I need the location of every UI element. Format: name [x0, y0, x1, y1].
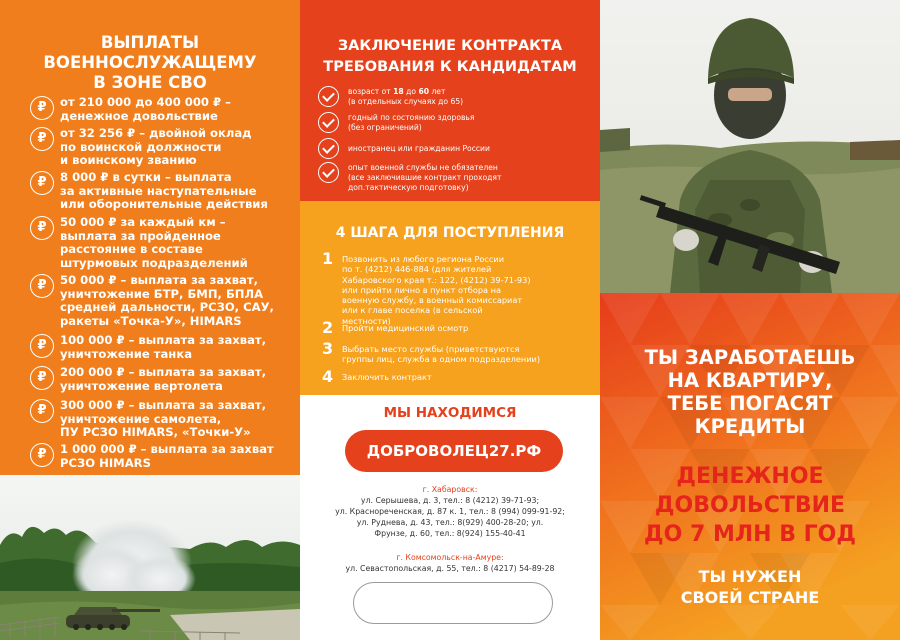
contract-title: ЗАКЛЮЧЕНИЕ КОНТРАКТА ТРЕБОВАНИЯ К КАНДИДАТАМ — [323, 38, 577, 75]
steps-title: 4 ШАГА ДЛЯ ПОСТУПЛЕНИЯ — [335, 225, 565, 241]
leaflet-page: ВЫПЛАТЫ ВОЕННОСЛУЖАЩЕМУ В ЗОНЕ СВО ₽ от 210 000 до 400 000 ₽ – денежное довольствие ₽ от 32 256 ₽ – двойной оклад по воинской должности и воинскому званию ₽ 8 000 ₽ в сутки – выплата за активные наступательные или оборонительные действия ₽ 50 000 ₽ за каждый км – выплата за пройденное расстояние в составе штурмовых подразделений ₽ 50 000 ₽ – выплата за захват, уничтожение БТР, БМП, БПЛА средней дальности, РСЗО, САУ, ракеты «Точка-У», HIMARS ₽ 100 000 ₽ – выплата за захват, уничтожение танка ₽ 200 000 ₽ – выплата за захват, уничтожение вертолета ₽ 300 000 ₽ – выплата за захват, уничтожение самолета, ПУ РСЗО HIMARS, «Точки-У» ₽ 1 000 000 ₽ – выплата за захват РСЗО HIMARS ЗАКЛЮЧЕНИЕ КОНТРАКТА ТРЕБОВАНИЯ К КАНДИДАТАМ возраст от 18 до 60 лет (в отдельных случаях до 65) годный по состоянию здоровья (без ограничений) иностранец или гражданин России опыт военной службы не обязателен (все заключившие контракт проходят доп.тактическую подготовку) 4 ШАГА ДЛЯ ПОСТУПЛЕНИЯ 1 Позвонить из любого региона России по т. (4212) 446-884 (для жителей Хабаровского края т.: 122, (4212) 39-71-93) или прийти лично в пункт отбора на военную службу, в военный комиссариат или к главе поселка (в сельской местности) 2 Пройти медицинский осмотр 3 Выбрать место службы (приветствуются группы лиц, служба в одном подразделении) 4 Заключить контракт МЫ НАХОДИМСЯ ДОБРОВОЛЕЦ27.РФ г. Хабаровск: ул. Серышева, д. 3, тел.: 8 (4212) 39-71-93; ул. Краснореченская, д. 87 к. 1, тел.: 8 (994) 099-91-92; ул. Руднева, д. 43, тел.: 8(929) 400-28-20; ул. Фрунзе, д. 60, тел.: 8(924) 155-40-41 г. Комсомольск-на-Амуре: ул. Севастопольская, д. 55, тел.: 8 (4217) 54-89-28 ТЫ ЗАРАБОТАЕШЬ НА КВАРТИРУ, ТЕБЕ ПОГАСЯТ КРЕДИТЫ ДЕНЕЖНОЕ ДОВОЛЬСТВИЕ ДО 7 МЛН В ГОД ТЫ НУЖЕН СВОЕЙ СТРАНЕ — [0, 0, 900, 640]
ruble-coin-icon: ₽ — [30, 334, 54, 358]
ruble-coin-icon: ₽ — [30, 443, 54, 467]
slogan-country: ТЫ НУЖЕН СВОЕЙ СТРАНЕ — [680, 567, 820, 607]
ruble-coin-icon: ₽ — [30, 216, 54, 240]
address-block-komsomolsk: г. Комсомольск-на-Амуре: ул. Севастопольская, д. 55, тел.: 8 (4217) 54-89-28 — [345, 553, 555, 573]
soldier-illustration — [600, 0, 900, 293]
checkmark-icon — [318, 86, 339, 107]
ruble-coin-icon: ₽ — [30, 399, 54, 423]
ruble-coin-icon: ₽ — [30, 127, 54, 151]
blank-label-area — [353, 582, 553, 624]
tank-field-illustration — [0, 475, 300, 640]
checkmark-icon — [318, 112, 339, 133]
slogan-apartment: ТЫ ЗАРАБОТАЕШЬ НА КВАРТИРУ, ТЕБЕ ПОГАСЯТ КРЕДИТЫ — [644, 346, 856, 438]
ruble-coin-icon: ₽ — [30, 366, 54, 390]
checkmark-icon — [318, 138, 339, 159]
location-title: МЫ НАХОДИМСЯ — [383, 405, 517, 421]
checkmark-icon — [318, 162, 339, 183]
soldier-photo — [600, 0, 900, 293]
tank-photo — [0, 475, 300, 640]
ruble-coin-icon: ₽ — [30, 171, 54, 195]
ruble-coin-icon: ₽ — [30, 274, 54, 298]
ruble-coin-icon: ₽ — [30, 96, 54, 120]
address-block-khabarovsk: г. Хабаровск: ул. Серышева, д. 3, тел.: 8 (4212) 39-71-93; ул. Краснореченская, д. 87 к. 1, тел.: 8 (994) 099-91-92; ул. Руднева, д. 43, тел.: 8(929) 400-28-20; ул. Фрунзе, д. 60, тел.: 8(924) 155-40-41 — [335, 485, 565, 538]
website-button[interactable]: ДОБРОВОЛЕЦ27.РФ — [345, 430, 563, 472]
payments-title: ВЫПЛАТЫ ВОЕННОСЛУЖАЩЕМУ В ЗОНЕ СВО — [43, 33, 257, 92]
slogan-salary: ДЕНЕЖНОЕ ДОВОЛЬСТВИЕ ДО 7 МЛН В ГОД — [644, 464, 856, 547]
